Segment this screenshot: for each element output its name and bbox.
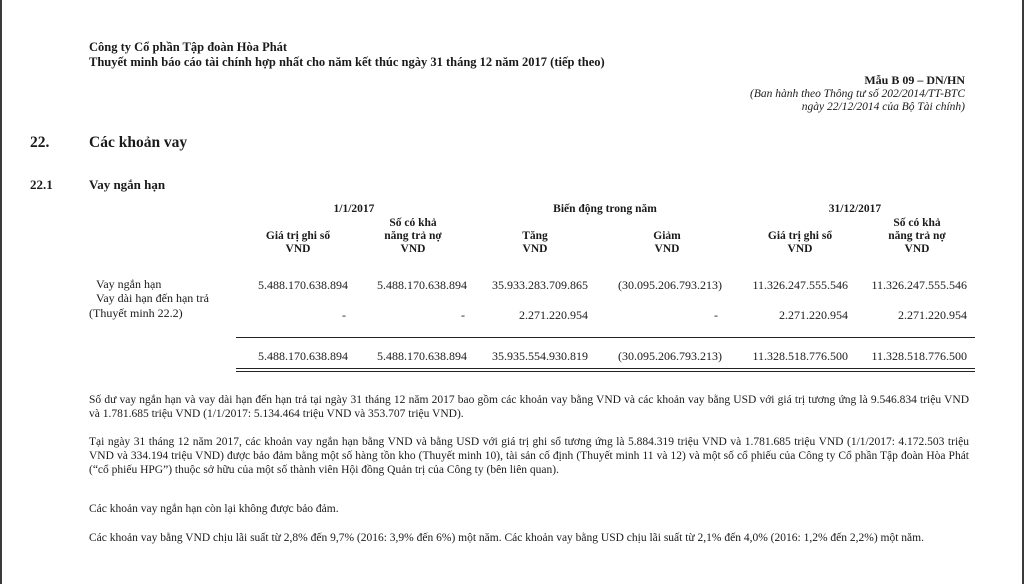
col-header-opening-repayable: Số có khả năng trả nợ VND (384, 217, 442, 255)
form-code: Mẫu B 09 – DN/HN (864, 73, 965, 87)
subsection-title: Vay ngắn hạn (89, 177, 166, 192)
col-header-opening-book: Giá trị ghi sổ VND (265, 230, 331, 255)
table-cell: - (714, 308, 718, 322)
section-title: Các khoản vay (89, 134, 188, 151)
issued-line-1: (Ban hành theo Thông tư số 202/2014/TT-BTC (750, 88, 965, 100)
col-header-closing-book: Giá trị ghi sổ VND (767, 230, 833, 255)
table-cell: (30.095.206.793.213) (618, 278, 722, 292)
table-cell: 5.488.170.638.894 (377, 278, 467, 292)
table-cell: 2.271.220.954 (779, 308, 848, 322)
col-header-closing-repayable: Số có khả năng trả nợ VND (888, 217, 946, 255)
row-label-current-portion: Vay dài hạn đến hạn trả (96, 291, 209, 305)
total-cell: 11.328.518.776.500 (871, 349, 967, 363)
total-rule-bottom-1 (236, 368, 975, 369)
total-cell: 5.488.170.638.894 (377, 349, 467, 363)
paragraph-balance: Số dư vay ngắn hạn và vay dài hạn đến hạn trả tại ngày 31 tháng 12 năm 2017 bao gồm các khoản vay bằng VND và các khoản vay bằng USD với giá trị tương ứng là 9.546.834 triệu VND và 1.781.685 triệu VND (1/1/2017: 5.134.464 triệu VND và 353.707 triệu VND). (89, 394, 969, 420)
section-number: 22. (30, 134, 50, 151)
group-header-movement: Biến động trong năm (553, 203, 657, 215)
col-header-increase: Tăng VND (522, 230, 548, 255)
table-cell: 2.271.220.954 (519, 308, 588, 322)
page-left-border (0, 0, 2, 584)
paragraph-unsecured: Các khoản vay ngắn hạn còn lại không được bảo đảm. (89, 503, 339, 515)
issued-line-2: ngày 22/12/2014 của Bộ Tài chính) (801, 101, 965, 113)
group-header-opening: 1/1/2017 (333, 203, 375, 215)
table-cell: 35.933.283.709.865 (492, 278, 588, 292)
company-name: Công ty Cổ phần Tập đoàn Hòa Phát (89, 40, 288, 54)
table-cell: 5.488.170.638.894 (258, 278, 348, 292)
total-rule-bottom-2 (236, 371, 975, 372)
table-cell: 2.271.220.954 (898, 308, 967, 322)
table-cell: - (461, 308, 465, 322)
table-cell: 11.326.247.555.546 (871, 278, 967, 292)
table-cell: - (342, 308, 346, 322)
total-cell: (30.095.206.793.213) (618, 349, 722, 363)
subsection-number: 22.1 (30, 177, 53, 192)
total-cell: 35.935.554.930.819 (492, 349, 588, 363)
report-title: Thuyết minh báo cáo tài chính hợp nhất cho năm kết thúc ngày 31 tháng 12 năm 2017 (tiếp theo) (89, 55, 605, 69)
form-code-block (750, 73, 965, 114)
col-header-decrease: Giảm VND (653, 230, 681, 255)
paragraph-interest-rates: Các khoản vay bằng VND chịu lãi suất từ 2,8% đến 9,7% (2016: 3,9% đến 6%) một năm. Các khoản vay bằng USD chịu lãi suất từ 2,1% đến 4,0% (2016: 1,2% đến 2,2%) một năm. (89, 532, 924, 544)
paragraph-collateral: Tại ngày 31 tháng 12 năm 2017, các khoản vay ngắn hạn bằng VND và bằng USD với giá trị ghi sổ tương ứng là 5.884.319 triệu VND và 1.781.685 triệu VND (1/1/2017: 4.172.503 triệu VND và 334.194 triệu VND) được bảo đảm bằng một số hàng tồn kho (Thuyết minh 10), tài sản cố định (Thuyết minh 11 và 12) và một số cổ phiếu của Công ty Cổ phần Tập đoàn Hòa Phát (“cổ phiếu HPG”) thuộc sở hữu của một số thành viên Hội đồng Quản trị của Công ty (bên liên quan). (89, 436, 969, 476)
total-cell: 11.328.518.776.500 (752, 349, 848, 363)
total-rule-top (236, 337, 975, 338)
group-header-closing: 31/12/2017 (828, 203, 882, 215)
row-label-short-term-loans: Vay ngắn hạn (96, 277, 162, 291)
total-cell: 5.488.170.638.894 (258, 349, 348, 363)
table-cell: 11.326.247.555.546 (752, 278, 848, 292)
row-label-note-ref: (Thuyết minh 22.2) (89, 306, 183, 320)
